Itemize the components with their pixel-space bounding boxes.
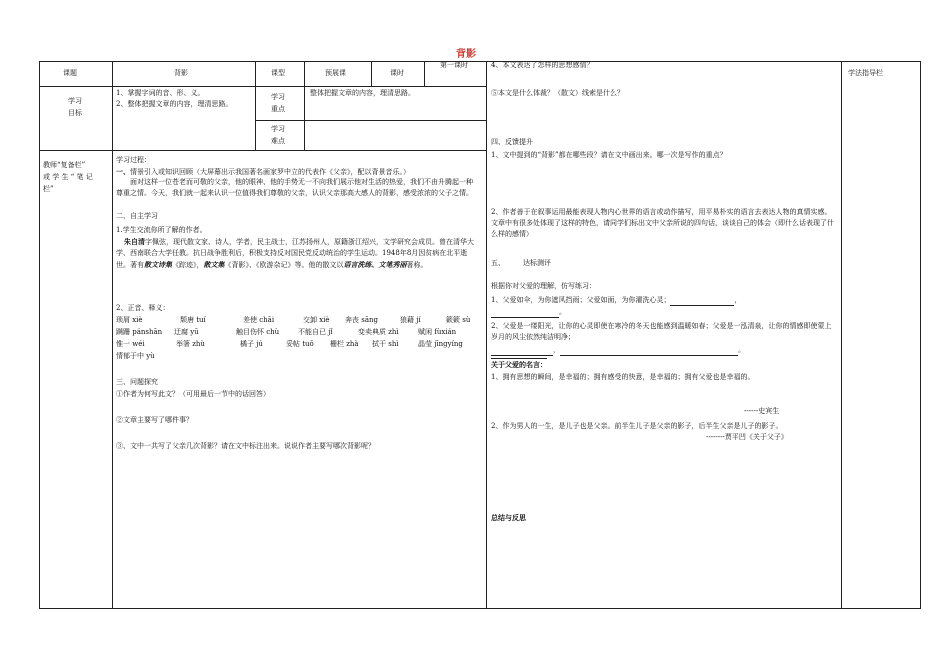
author-text-2: 《踪迹》，: [172, 261, 204, 269]
difficulty-label-2: 难点: [271, 137, 285, 145]
exercise-1-line-2: [491, 307, 566, 318]
section-4-heading: 四、反馈提升: [491, 138, 533, 146]
author-intro: [116, 236, 478, 271]
header-method-column: 学法指导栏: [848, 69, 883, 77]
question-2: ②文章主要写了哪件事？: [116, 416, 193, 424]
exercise-2-sep: ，: [553, 346, 560, 354]
pronunciation-heading: 2、正音、释义：: [116, 304, 170, 312]
vocab-item: 栅栏 zhà: [330, 340, 359, 348]
author-text-4: 著称。: [406, 261, 428, 269]
quote-2-source: --------贾平凹《关于父子》: [706, 433, 788, 441]
header-lesson-label: 课题: [63, 69, 77, 77]
key-point-label-2: 重点: [271, 105, 285, 113]
answer-blank[interactable]: [670, 297, 734, 306]
key-point-text: 整体把握文章的内容，理清思路。: [310, 89, 415, 97]
question-3: ③、文中一共写了父亲几次背影？请在文中标注出来。说说作者主要写哪次背影呢？: [116, 442, 375, 450]
answer-blank[interactable]: [491, 347, 553, 356]
vocab-item: 橘子 jú: [240, 340, 263, 348]
section-1-text: 情景引入或知识回顾（大屏幕出示我国著名画家罗中立的代表作《父亲》，配以背景音乐。）: [130, 168, 410, 176]
author-name: 朱自清: [124, 237, 145, 246]
header-period-value: 第一课时: [440, 61, 468, 69]
vocab-item: 拭干 shì: [372, 340, 399, 348]
difficulty-label-1: 学习: [271, 125, 285, 133]
goals-label-2: 目标: [68, 109, 82, 117]
vocab-row-4: 情郁于中 yù: [116, 352, 155, 360]
vocab-item: 交卸 xiè: [303, 316, 330, 324]
quotes-heading: 关于父爱的名言：: [491, 360, 547, 369]
vocab-item: 惟一 wéi: [116, 340, 145, 348]
section-5-heading: 达标测评: [523, 259, 551, 267]
quote-2: 2、作为男人的一生，是儿子也是父亲。前半生儿子是父亲的影子，后半生父亲是儿子的影子。: [491, 422, 783, 430]
exercise-2-line-2: [491, 345, 745, 356]
vocab-item: 妥帖 tuǒ: [286, 340, 314, 348]
vocab-item: 迂腐 yū: [174, 328, 199, 336]
question-4: 4、本文表达了怎样的思想感情？: [491, 61, 594, 69]
notes-label-1: 教师“复备栏”: [43, 161, 86, 169]
vocab-item: 颓唐 tuí: [180, 316, 206, 324]
vocab-item: 奔丧 sāng: [345, 316, 378, 324]
quote-1: 1、拥有思想的瞬间，是幸福的；拥有感受的快意，是幸福的；拥有父爱也是幸福的。: [491, 373, 755, 381]
section-3-heading: 三、问题探究: [116, 378, 158, 386]
author-bold-3: 语言洗练、文笔秀丽: [343, 260, 407, 269]
section-1-number: 一、: [116, 167, 130, 176]
author-bold-1: 散文诗集: [144, 260, 172, 269]
answer-blank[interactable]: [491, 309, 559, 318]
header-lesson-title: 背影: [174, 69, 188, 77]
section-2-heading: 二、自主学习: [116, 212, 158, 220]
vocab-item: 不能自已 jǐ: [298, 328, 333, 336]
question-5: ⑤本文是什么体裁？（散文）线索是什么？: [491, 89, 624, 97]
exercise-2-end: 。: [738, 346, 745, 354]
notes-label-2: 或 学 生 “ 笔 记: [43, 173, 93, 181]
process-title: 学习过程：: [116, 156, 151, 164]
vocab-item: 狼藉 jí: [400, 316, 421, 324]
vocab-item: 晶莹 jīngyíng: [418, 340, 463, 348]
goals-label-1: 学习: [68, 97, 82, 105]
vocab-item: 触目伤怀 chù: [236, 328, 280, 336]
section-5-number: 五、: [491, 259, 505, 267]
exercise-2: 2、父爱是一缕阳光，让你的心灵即使在寒冷的冬天也能感到温暖如春；父爱是一泓清泉，让你的情感即使蒙上岁月的风尘依然纯洁明净；: [491, 322, 832, 341]
summary-heading: 总结与反思: [491, 513, 526, 522]
header-type-label: 课型: [271, 69, 285, 77]
exercise-intro: 根据你对父爱的理解，仿写练习：: [491, 282, 596, 290]
vocab-item: 簌簌 sù: [446, 316, 471, 324]
page-title: 背影: [456, 49, 476, 60]
exercise-1-end: 。: [559, 308, 566, 316]
exercise-1-sep: ，: [734, 296, 742, 304]
section-2-task: 1.学生交流你所了解的作者。: [116, 226, 207, 234]
exercise-1-text: 1、父爱如伞，为你遮风挡雨；父爱如面，为你濯洗心灵；: [491, 296, 671, 304]
goals-line-1: 1、掌握字词的音、形、义。: [116, 89, 205, 97]
answer-blank[interactable]: [560, 347, 738, 356]
question-1: ①作者为何写此文？（可用最后一节中的话回答）: [116, 390, 270, 398]
key-point-label-1: 学习: [271, 93, 285, 101]
feedback-2: 2、作者善于在叙事运用最能表现人物内心世界的语言或动作描写，用平易朴实的语言去表达人物的真情实感。文章中有很多处体现了这样的特色，请同学们标出文中父亲所说的四句话，谈谈自己的体会（即什么话表现了什么样的感情）: [491, 208, 834, 238]
vocab-item: 蹒跚 pánshān: [116, 328, 163, 336]
feedback-1: 1、文中提到的“背影”都在哪些段？请在文中画出来。哪一次是写作的重点？: [491, 151, 727, 159]
vocab-item: 举箸 zhù: [176, 340, 205, 348]
author-text-3: 《背影》、《欧游杂记》等。他的散文以: [224, 261, 344, 269]
vocab-item: 变卖典质 zhì: [358, 328, 399, 336]
notes-label-3: 栏”: [43, 185, 54, 193]
header-period-label: 课时: [390, 69, 404, 77]
header-type-value: 预展课: [325, 69, 346, 77]
exercise-1: [491, 295, 741, 306]
author-text-1: 字佩弦，现代散文家、诗人，学者，民主战士，江苏扬州人，原籍浙江绍兴，文学研究会成员。曾在清华大学、西南联合大学任教。抗日战争胜利后，积极支持反对国民党反动统治的学生运动。1948年8月因贫病在北平逝世。著有: [116, 238, 474, 269]
author-bold-2: 散文集: [203, 260, 225, 269]
vocab-item: 差使 chāi: [243, 316, 275, 324]
process-paragraph: 面对这样一位苍老而可敬的父亲，他的眼神、他的手势无一不向我们展示他对生活的热爱，我们不由升腾起一种尊重之情。今天，我们就一起来认识一位值得我们尊敬的父亲，认识父亲那高大感人的背影，感受浓浓的父子之情。: [116, 178, 473, 197]
vocab-item: 琐屑 xiè: [116, 316, 143, 324]
goals-line-2: 2、整体把握文章的内容，理清思路。: [116, 100, 233, 108]
quote-1-source: ------史宾生: [744, 407, 780, 415]
vocab-item: 赋闲 fùxián: [418, 328, 457, 336]
